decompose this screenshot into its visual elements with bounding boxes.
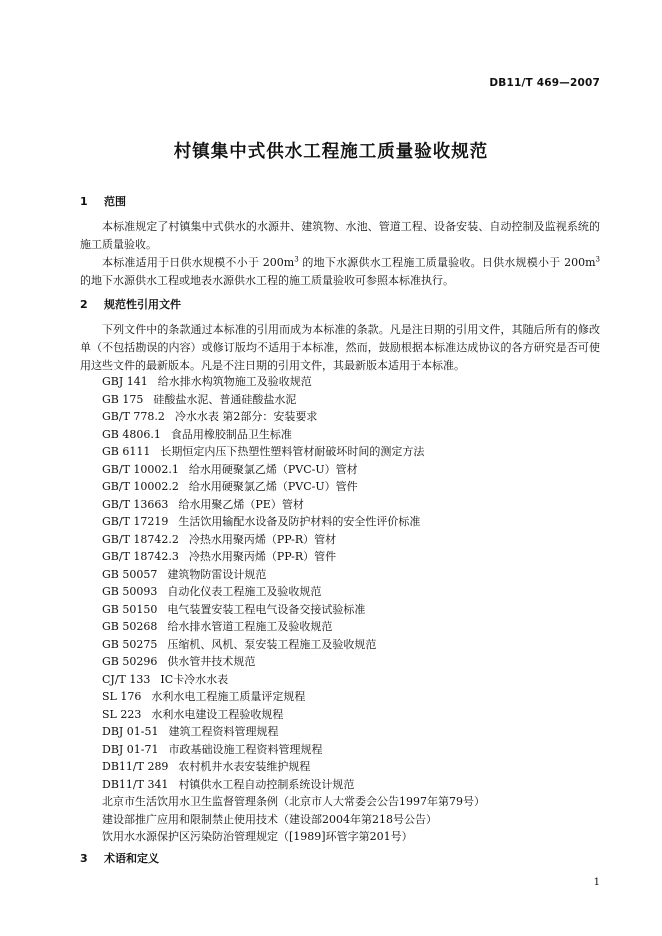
scope-text-a: 本标准适用于日供水规模不小于 200m — [102, 256, 295, 269]
reference-item — [102, 723, 602, 741]
reference-title: 食品用橡胶制品卫生标准 — [170, 427, 292, 441]
reference-title: 冷水水表 第2部分：安装要求 — [174, 410, 318, 423]
reference-code: GB 50268 — [102, 620, 158, 633]
reference-title: IC卡冷水水表 — [160, 672, 229, 686]
section-number: 2 — [80, 298, 88, 311]
reference-title: 给水排水管道工程施工及验收规范 — [167, 620, 333, 633]
reference-list — [102, 373, 602, 846]
scope-paragraph-1: 本标准规定了村镇集中式供水的水源井、建筑物、水池、管道工程、设备安装、自动控制及监视系统的施工质量验收。 — [80, 220, 600, 251]
reference-title: 冷热水用聚丙烯（PP-R）管件 — [188, 550, 337, 563]
reference-title: 长期恒定内压下热塑性塑料管材耐破坏时间的测定方法 — [160, 445, 425, 458]
reference-item — [102, 531, 602, 549]
superscript: 3 — [294, 255, 299, 264]
reference-code: GB 50093 — [102, 585, 158, 598]
page-title: 村镇集中式供水工程施工质量验收规范 — [173, 142, 489, 162]
reference-item — [102, 688, 602, 706]
reference-title: 硅酸盐水泥、普通硅酸盐水泥 — [153, 392, 297, 406]
reference-code: GB 4806.1 — [102, 427, 161, 441]
references-intro: 下列文件中的条款通过本标准的引用而成为本标准的条款。凡是注日期的引用文件，其随后所有的修改单（不包括勘误的内容）或修订版均不适用于本标准，然而，鼓励根据本标准达成协议的各方研究是否可使用这些文件的最新版本。凡是不注日期的引用文件，其最新版本适用于本标准。 — [80, 323, 600, 372]
reference-title: 农村机井水表安装维护规程 — [178, 760, 311, 773]
reference-code: DBJ 01-71 — [102, 742, 159, 756]
superscript: 3 — [595, 255, 601, 264]
reference-item — [102, 741, 602, 759]
section-title: 规范性引用文件 — [104, 298, 181, 311]
reference-item — [102, 706, 602, 724]
reference-title: 饮用水水源保护区污染防治管理规定（[1989]环管字第201号） — [102, 830, 413, 843]
reference-code: DBJ 01-51 — [102, 725, 159, 738]
reference-item — [102, 426, 602, 444]
reference-item — [102, 496, 602, 514]
reference-code: SL 176 — [102, 690, 142, 703]
reference-item — [102, 618, 602, 636]
scope-text-c: 的地下水源供水工程或地表水源供水工程的施工质量验收可参照本标准执行。 — [80, 274, 454, 287]
reference-item — [102, 636, 602, 654]
reference-code: DB11/T 341 — [102, 777, 169, 791]
reference-code: SL 223 — [102, 707, 142, 721]
reference-item — [102, 811, 602, 829]
reference-title: 给水用聚乙烯（PE）管材 — [178, 497, 304, 511]
section-heading-1 — [80, 193, 126, 209]
reference-title: 给水排水构筑物施工及验收规范 — [157, 375, 312, 388]
reference-item — [102, 793, 602, 811]
reference-item — [102, 548, 602, 566]
section-title: 范围 — [104, 195, 126, 208]
reference-item — [102, 583, 602, 601]
reference-code: DB11/T 289 — [102, 760, 169, 773]
reference-title: 建设部推广应用和限制禁止使用技术（建设部2004年第218号公告） — [102, 812, 437, 826]
reference-title: 自动化仪表工程施工及验收规范 — [167, 585, 322, 598]
reference-code: GB/T 18742.2 — [102, 532, 179, 546]
reference-title: 压缩机、风机、泵安装工程施工及验收规范 — [167, 637, 377, 651]
reference-item — [102, 758, 602, 776]
reference-title: 生活饮用输配水设备及防护材料的安全性评价标准 — [178, 515, 421, 528]
section-heading-2 — [80, 296, 181, 312]
reference-item — [102, 408, 602, 426]
reference-item — [102, 443, 602, 461]
reference-code: GBJ 141 — [102, 375, 148, 388]
reference-code: GB 50275 — [102, 637, 158, 651]
reference-title: 村镇供水工程自动控制系统设计规范 — [178, 777, 355, 791]
reference-code: GB 175 — [102, 392, 144, 406]
scope-text-b: 的地下水源供水工程施工质量验收。日供水规模小于 200m — [298, 256, 596, 269]
page-number: 1 — [593, 877, 600, 888]
reference-code: GB/T 10002.1 — [102, 462, 179, 476]
reference-title: 建筑工程资料管理规程 — [168, 725, 279, 738]
reference-code: GB/T 10002.2 — [102, 480, 179, 493]
reference-title: 水利水电工程施工质量评定规程 — [151, 690, 306, 703]
reference-code: GB/T 17219 — [102, 515, 169, 528]
scope-paragraph-2 — [80, 254, 600, 290]
reference-title: 水利水电建设工程验收规程 — [151, 707, 284, 721]
reference-item — [102, 671, 602, 689]
reference-item — [102, 513, 602, 531]
section-title: 术语和定义 — [104, 852, 159, 865]
section-number: 1 — [80, 195, 88, 208]
reference-title: 给水用硬聚氯乙烯（PVC-U）管件 — [188, 480, 358, 493]
reference-title: 建筑物防雷设计规范 — [167, 567, 267, 581]
reference-item — [102, 391, 602, 409]
reference-title: 供水管井技术规范 — [167, 655, 256, 668]
reference-item — [102, 461, 602, 479]
reference-code: CJ/T 133 — [102, 672, 151, 686]
reference-code: GB/T 13663 — [102, 497, 169, 511]
reference-title: 市政基础设施工程资料管理规程 — [168, 742, 323, 756]
reference-title: 北京市生活饮用水卫生监督管理条例（北京市人大常委会公告1997年第79号） — [102, 795, 485, 808]
document-code: DB11/T 469—2007 — [489, 77, 600, 89]
reference-code: GB/T 18742.3 — [102, 550, 179, 563]
section-heading-3 — [80, 850, 159, 866]
reference-code: GB 50057 — [102, 567, 158, 581]
reference-item — [102, 566, 602, 584]
reference-title: 给水用硬聚氯乙烯（PVC-U）管材 — [188, 462, 358, 476]
reference-code: GB 50296 — [102, 655, 158, 668]
reference-code: GB/T 778.2 — [102, 410, 165, 423]
reference-item — [102, 601, 602, 619]
reference-code: GB 50150 — [102, 602, 158, 616]
reference-item — [102, 776, 602, 794]
reference-item — [102, 828, 602, 846]
reference-item — [102, 478, 602, 496]
reference-code: GB 6111 — [102, 445, 151, 458]
reference-title: 冷热水用聚丙烯（PP-R）管材 — [188, 532, 337, 546]
reference-title: 电气装置安装工程电气设备交接试验标准 — [167, 602, 366, 616]
reference-item — [102, 373, 602, 391]
reference-item — [102, 653, 602, 671]
section-number: 3 — [80, 852, 88, 865]
